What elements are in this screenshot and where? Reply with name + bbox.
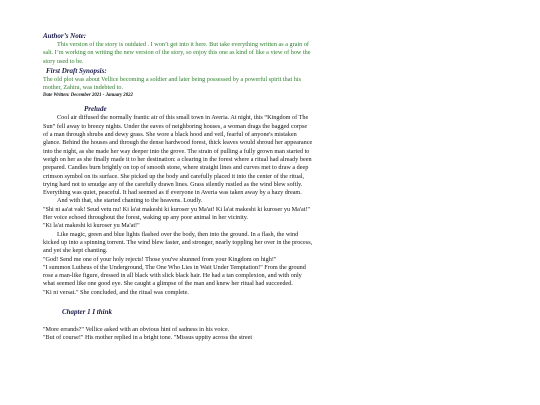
chapter-title: Chapter 1 I think [62, 308, 112, 317]
prelude-title: Prelude [84, 105, 107, 114]
prelude-paragraph: "Shi ni aa'at vak! Seud vetu nu! Ki la'at makeshi ki kuroser yu Ma'at! Ki la'at makeshi ki kuroser yu Ma'at!" Her voice echoed throughout the forest, waking up any poor animal in her vicinity. [43, 205, 310, 222]
authors-note-heading: Author’s Note: [43, 32, 87, 40]
chapter-paragraph: "More errands?" Vellice asked with an obvious hint of sadness in his voice. [43, 326, 230, 334]
authors-note-text: This version of the story is outdated . I won’t get into it here. But take everything written as a grain of salt. I’m working on writing the new version of the story, so enjoy this one as kind of like a view of how the story used to be. [43, 41, 311, 65]
prelude-paragraph: "God! Send me one of your holy rejects! Those you've shunned from your Kingdom on high!" [43, 255, 277, 263]
prelude-paragraph: "I summon Lutheus of the Underground, The One Who Lies in Wait Under Temptation!" From the ground rose a man-like figure, dressed in all black with slick black hair. He had a tan complexion, and with only what seemed like one good eye. She caught a glimpse of the man and knew her ritual had succeeded. [43, 263, 306, 288]
first-draft-heading: First Draft Synopsis: [46, 66, 107, 75]
first-draft-text: The old plot was about Vellice becoming a soldier and later being possessed by a powerful spirit that his mother, Zahira, was indebted to. [43, 75, 301, 92]
prelude-paragraph: Like magic, green and blue lights flashed over the body, then into the ground. In a flash, the wind kicked up into a spinning torrent. The wind blew faster, and stronger, nearly toppling her over in the process, and yet she kept chanting. [43, 230, 313, 255]
prelude-paragraph: Cool air diffused the normally frantic air of this small town in Averia. At night, this “Kingdom of The Sun” fell away to breezy nights. Under the eaves of neighboring houses, a woman drags the bagged corpse of a man through shrubs and dewy grass. She wore a black hood and veil, fearful of anyone's mistaken glance. Behind the houses and through the dense hardwood forest, thick leaves would shroud her appearance into the night, as she made her way deeper into the grove. The strain of pulling a fully grown man started to weigh on her as she finally made it to her destination: a clearing in the forest where a ritual had already been prepared. Candles burn brightly on top of smooth stone, where straight lines and curves met to draw a deep crimson symbol on its surface. She picked up the body and carefully placed it into the center of the ritual, trying hard not to smudge any of the carefully drawn lines. Grass silently rustled as the wind blew softly. Everything was quiet, peaceful. It had seemed as if everyone in Averia was taken away by a hazy dream. [43, 114, 313, 197]
prelude-paragraph: "Ki la'at makeshi ki kuroser yu Ma'at!" [43, 222, 140, 230]
prelude-paragraph: "Ki ni versat." She concluded, and the ritual was complete. [43, 288, 189, 296]
chapter-paragraph: "But of course!" His mother replied in a bright tone. "Missus uppity across the street [43, 334, 253, 342]
prelude-paragraph: And with that, she started chanting to the heavens. Loudly. [57, 197, 203, 205]
date-written: Date Written: December 2021 - January 2022 [43, 93, 133, 99]
document-page [43, 32, 313, 343]
